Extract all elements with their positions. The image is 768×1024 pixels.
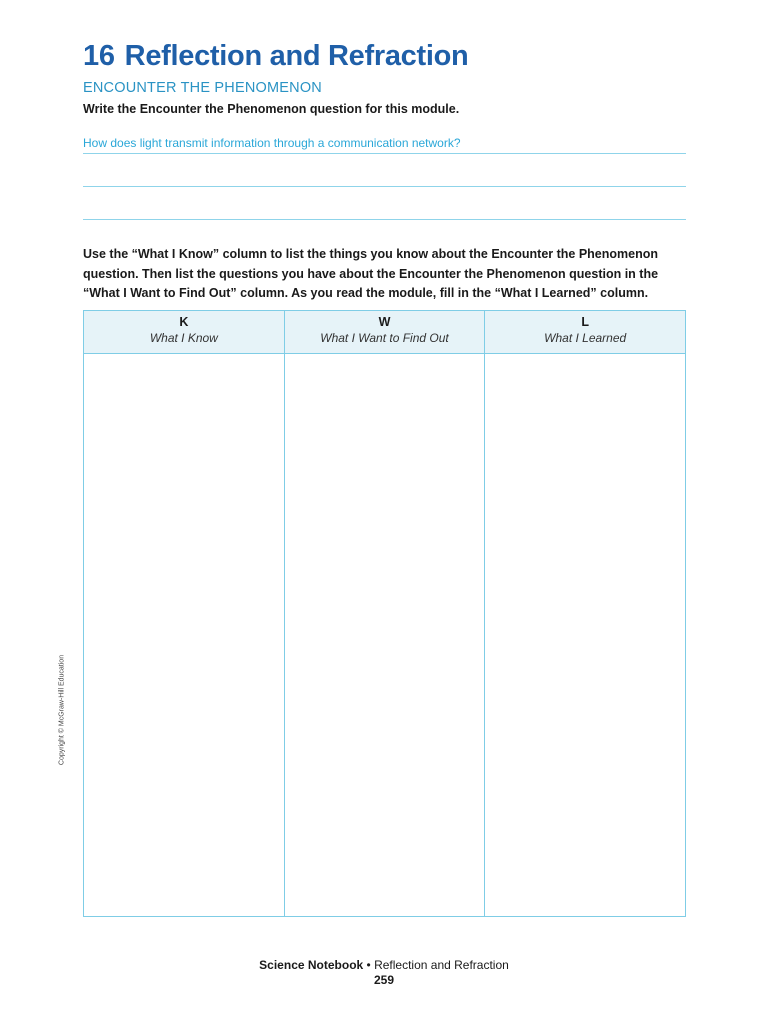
kwl-header-l: [485, 311, 685, 353]
kwl-header-w: [285, 311, 486, 353]
page-footer: [0, 958, 768, 972]
footer-separator: •: [363, 958, 375, 972]
chapter-number: 16: [83, 40, 115, 72]
page-number: 259: [373, 973, 395, 987]
kwl-column-learned[interactable]: [485, 354, 685, 916]
footer-chapter: Reflection and Refraction: [374, 958, 509, 972]
kwl-letter-w: W: [378, 315, 391, 329]
kwl-instruction: Use the “What I Know” column to list the things you know about the Encounter the Phenomenon question. Then list the questions you have about the Encounter the Phenomenon question in the “What I Want to Find Out” column. As you read the module, fill in the “What I Learned” column.: [83, 247, 659, 300]
footer-book-title: Science Notebook: [259, 958, 364, 972]
kwl-letter-k: K: [179, 315, 189, 329]
kwl-header-row: [84, 311, 685, 354]
copyright-notice: Copyright © McGraw-Hill Education: [58, 654, 66, 766]
kwl-label-w: What I Want to Find Out: [320, 331, 449, 345]
kwl-header-k: [84, 311, 285, 353]
kwl-column-want-to-find-out[interactable]: [285, 354, 486, 916]
kwl-label-k: What I Know: [149, 331, 218, 345]
section-heading: ENCOUNTER THE PHENOMENON: [83, 80, 322, 96]
phenomenon-answer[interactable]: How does light transmit information through a communication network?: [83, 136, 461, 150]
phenomenon-instruction: Write the Encounter the Phenomenon question for this module.: [83, 102, 460, 116]
kwl-body: [84, 354, 685, 916]
chapter-title: [83, 40, 468, 73]
kwl-letter-l: L: [581, 315, 589, 329]
answer-line-1: [83, 153, 686, 154]
answer-line-2[interactable]: [83, 186, 686, 187]
chapter-title-text: Reflection and Refraction: [124, 40, 469, 72]
kwl-column-know[interactable]: [84, 354, 285, 916]
kwl-table: [83, 310, 686, 917]
answer-line-3[interactable]: [83, 219, 686, 220]
kwl-label-l: What I Learned: [544, 331, 627, 345]
